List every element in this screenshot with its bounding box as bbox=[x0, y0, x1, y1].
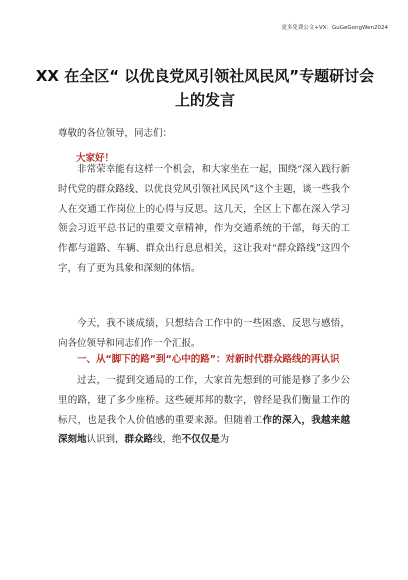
paragraph-3-bold-1: 作的深入，我越来越深刻地 bbox=[58, 414, 350, 446]
paragraph-3 bbox=[58, 371, 350, 450]
greeting: 大家好！ bbox=[76, 153, 115, 164]
paragraph-3-bold-2: 群众路 bbox=[124, 434, 154, 446]
paragraph-3-text-3: 线，绝 bbox=[153, 434, 182, 446]
salutation: 尊敬的各位领导，同志们： bbox=[58, 128, 173, 139]
watermark-text: 更多免费公文+VX：GuGeGongWen2024 bbox=[281, 25, 388, 31]
section-heading-1: 一、从“脚下的路”到“心中的路”：对新时代群众路线的再认识 bbox=[77, 354, 340, 365]
document-title: XX 在全区“ 以优良党风引领社风民风”专题研讨会上的发言 bbox=[35, 67, 375, 109]
paragraph-1: 非常荣幸能有这样一个机会，和大家坐在一起，围绕“深入践行新时代党的群众路线、以优良党风引领社风民风”这个主题，谈一些我个人在交通工作岗位上的心得与反思。这几天，全区上下都在深入学习领会习近平总书记的重要文章精神，作为交通系统的干部，每天的工作都与道路、车辆、群众出行息息相关，这让我对“群众路线”这四个字，有了更为具象和深刻的体悟。 bbox=[58, 164, 350, 274]
paragraph-3-bold-3: 不仅仅是 bbox=[181, 434, 220, 446]
paragraph-2: 今天，我不谈成绩，只想结合工作中的一些困惑、反思与感悟，向各位领导和同志们作一个汇报。 bbox=[58, 318, 350, 349]
paragraph-3-text-2: 认识到， bbox=[86, 434, 125, 446]
paragraph-3-text-4: 为 bbox=[219, 434, 230, 446]
paragraph-3-text-1: 过去，一提到交通局的工作，大家首先想到的可能是修了多少公里的路，建了多少座桥。这些硬邦邦的数字，曾经是我们衡量工作的标尺，也是我个人价值感的重要来源。但随着工 bbox=[58, 375, 350, 426]
